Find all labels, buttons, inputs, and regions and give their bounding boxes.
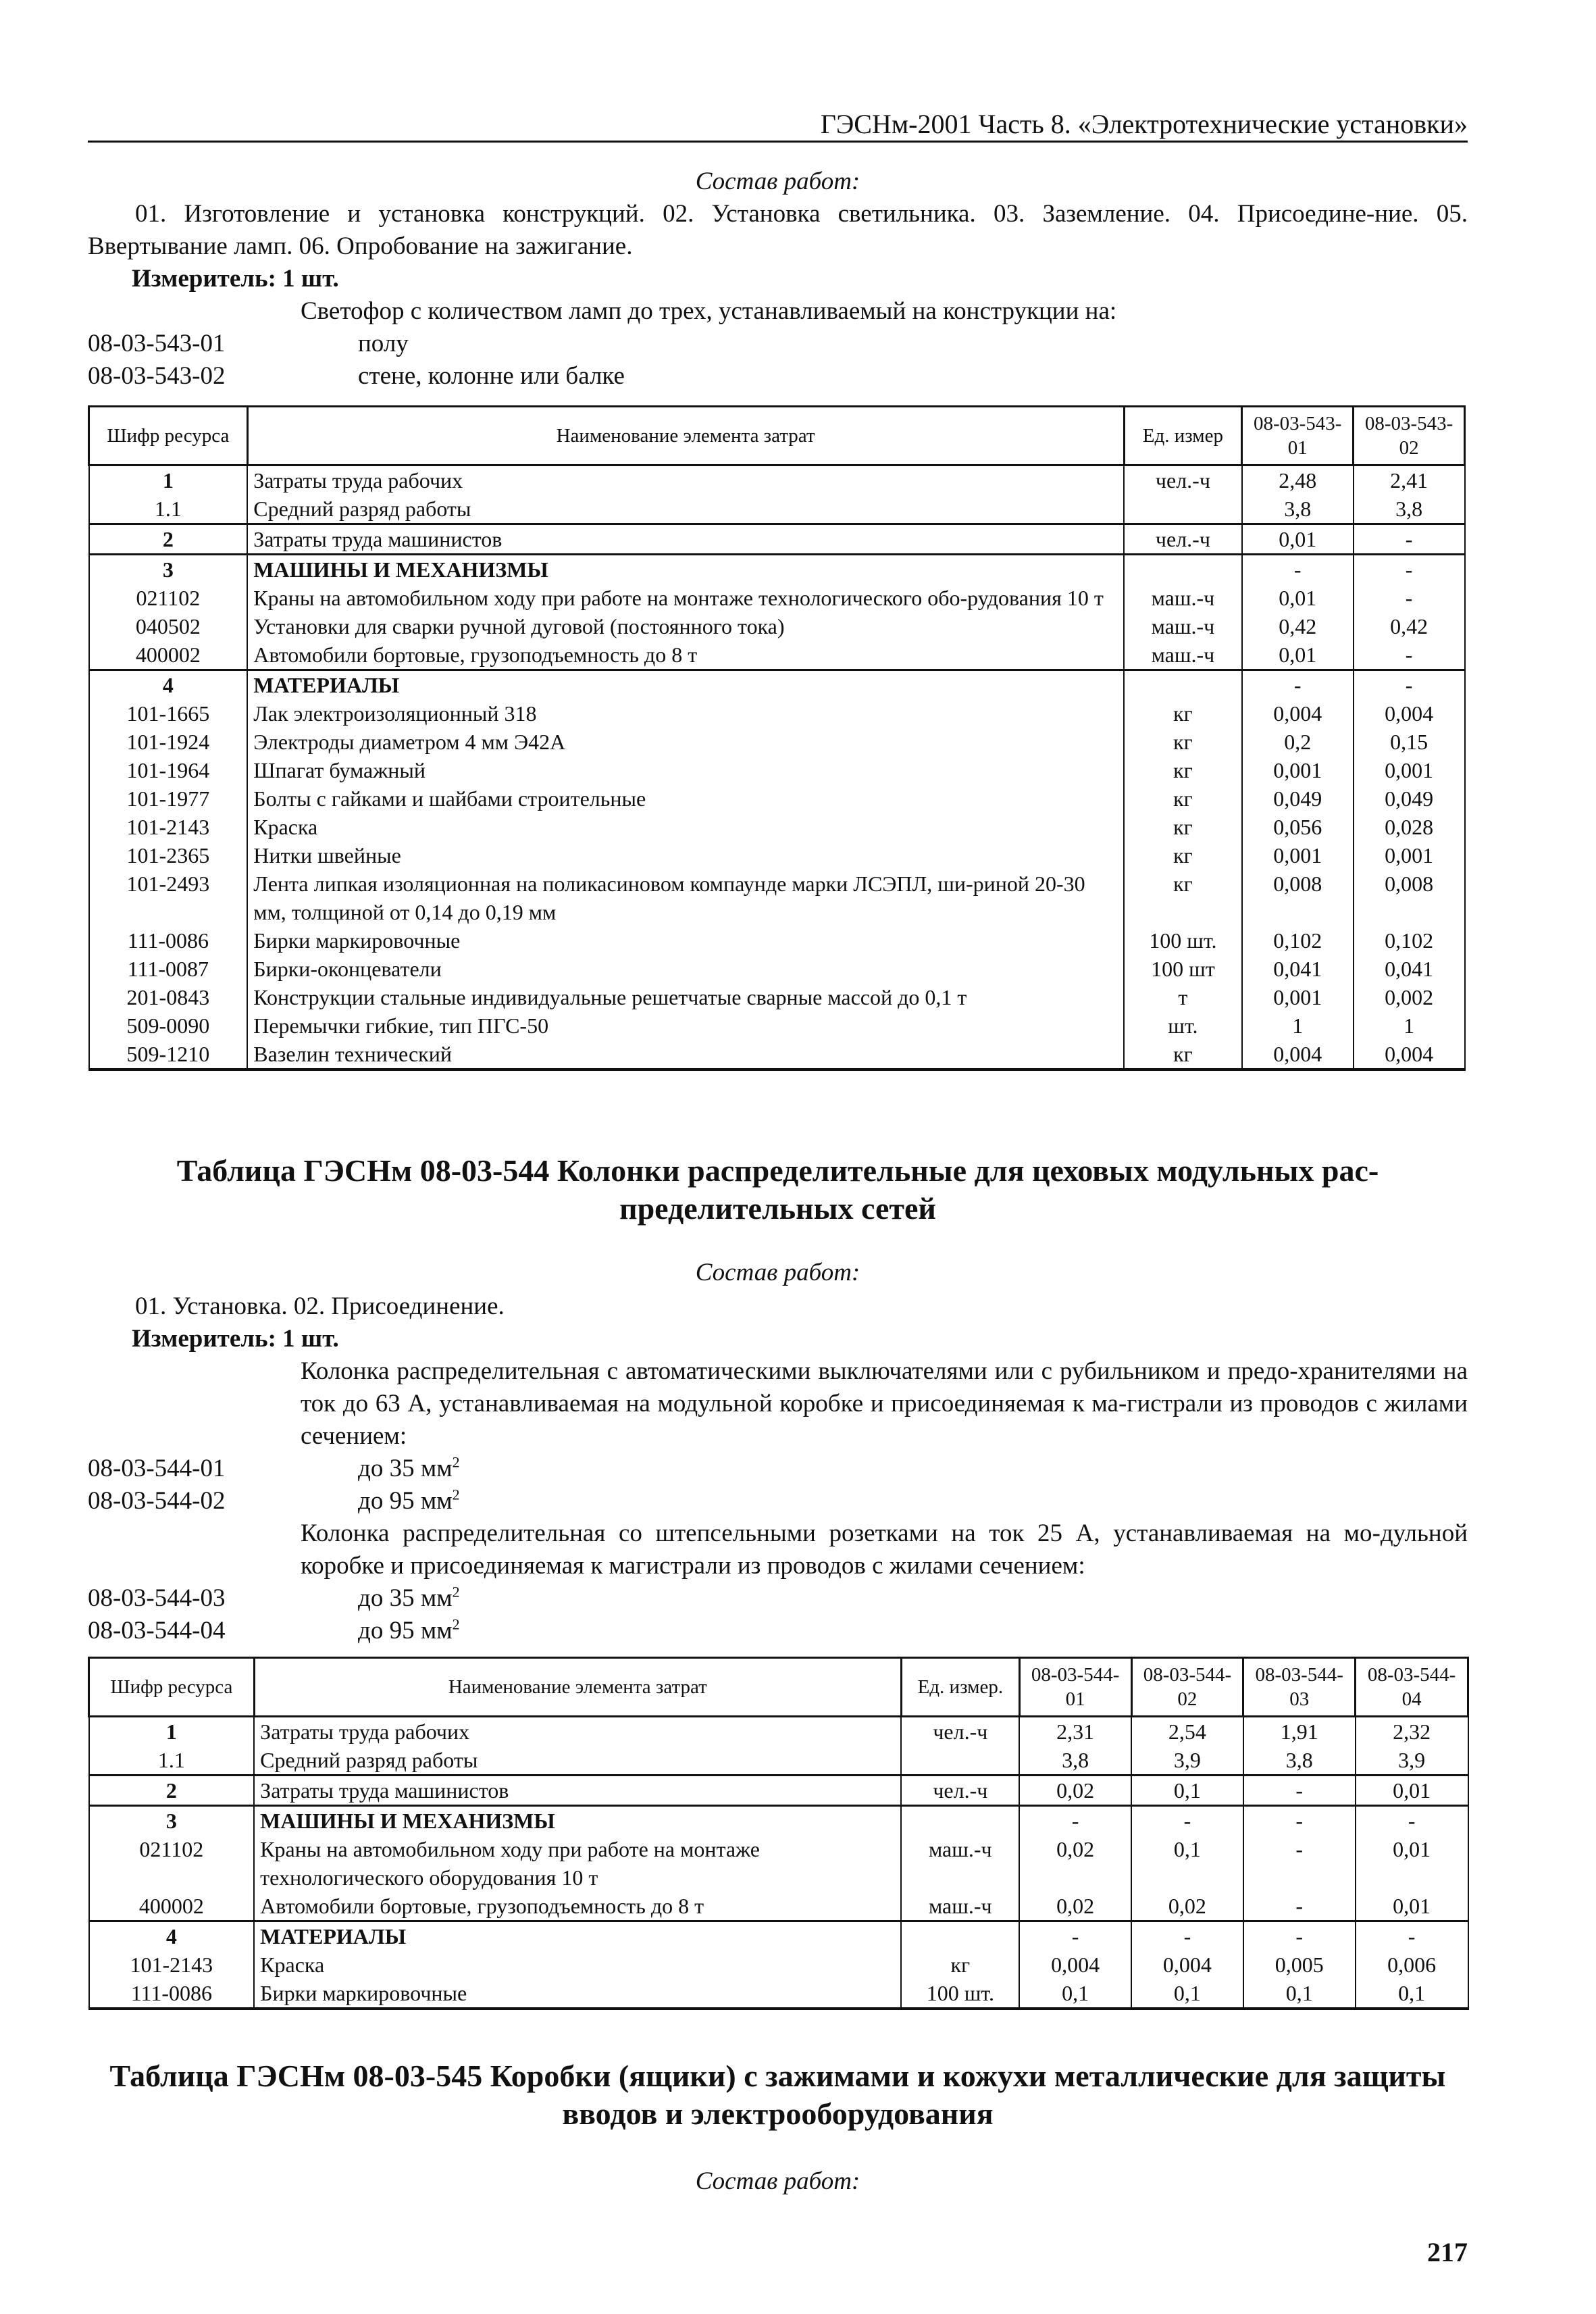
norm-value: 0,041 (1242, 955, 1354, 983)
resource-code: 101-1924 (89, 728, 248, 756)
table-row (89, 1717, 1468, 1746)
composition-heading: Состав работ: (695, 168, 860, 195)
unit: маш.-ч (1124, 584, 1242, 612)
norm-item (88, 360, 625, 393)
cost-element-name: Нитки швейные (247, 841, 1124, 870)
cost-element-name: Затраты труда рабочих (254, 1717, 901, 1746)
norm-value: 2,41 (1354, 466, 1465, 495)
norm-code: 08-03-544-02 (88, 1487, 226, 1515)
norm-value: 0,102 (1242, 926, 1354, 955)
table-row (89, 612, 1465, 640)
cost-element-name: Краны на автомобильном ходу при работе на монтаже технологического оборудования 10 т (254, 1835, 901, 1892)
cost-element-name: Бирки маркировочные (254, 1979, 901, 2009)
table-row (89, 870, 1465, 926)
norm-value: - (1131, 1806, 1243, 1836)
norm-value: 0,001 (1354, 841, 1465, 870)
norm-value: - (1131, 1921, 1243, 1951)
cost-element-name: Средний разряд работы (254, 1746, 901, 1776)
resource-code: 400002 (89, 640, 248, 670)
norm-value: 0,1 (1131, 1776, 1243, 1806)
column-header: 08-03-543-01 (1242, 407, 1354, 466)
meter-value: 1 шт. (282, 1325, 339, 1353)
cost-element-name: Краска (254, 1951, 901, 1979)
norm-value: 2,31 (1019, 1717, 1131, 1746)
norm-value: - (1243, 1776, 1356, 1806)
norm-value: - (1019, 1921, 1131, 1951)
resource-code: 101-1977 (89, 784, 248, 813)
resource-code: 3 (89, 555, 248, 584)
norm-text: до 95 мм (358, 1617, 453, 1644)
norm-value: 0,02 (1019, 1835, 1131, 1892)
table-row (89, 1746, 1468, 1776)
norm-value: 0,42 (1354, 612, 1465, 640)
norm-value: 0,01 (1242, 524, 1354, 555)
table-row (89, 1011, 1465, 1040)
table-row (89, 1776, 1468, 1806)
unit: кг (1124, 813, 1242, 841)
cost-element-name: МАТЕРИАЛЫ (254, 1921, 901, 1951)
resource-code: 111-0086 (89, 1979, 255, 2009)
unit: кг (1124, 1040, 1242, 1070)
norm-code: 08-03-543-01 (88, 330, 226, 357)
norm-value: 0,02 (1019, 1892, 1131, 1921)
composition-text: 01. Установка. 02. Присоединение. (135, 1292, 505, 1320)
norm-value: 0,028 (1354, 813, 1465, 841)
unit (1124, 555, 1242, 584)
unit: кг (1124, 728, 1242, 756)
cost-element-name: Лак электроизоляционный 318 (247, 699, 1124, 728)
superscript: 2 (452, 1453, 460, 1471)
norm-value: - (1242, 670, 1354, 700)
norm-value: 3,9 (1356, 1746, 1468, 1776)
resource-code: 101-1964 (89, 756, 248, 784)
cost-element-name: Автомобили бортовые, грузоподъемность до 8 т (254, 1892, 901, 1921)
norm-text: до 95 мм (358, 1487, 453, 1515)
norm-value: - (1354, 555, 1465, 584)
table-title-545: Таблица ГЭСНм 08-03-545 Коробки (ящики) с зажимами и кожухи металлические для защиты вводов и электрооборудования (109, 2059, 1446, 2131)
norm-value: 2,32 (1356, 1717, 1468, 1746)
table-row (89, 813, 1465, 841)
table-row (89, 466, 1465, 495)
resource-code: 2 (89, 1776, 255, 1806)
page-number: 217 (1427, 2237, 1468, 2267)
norm-value: 0,2 (1242, 728, 1354, 756)
norm-value: 0,1 (1019, 1979, 1131, 2009)
norm-value: - (1354, 670, 1465, 700)
unit (1124, 495, 1242, 524)
unit: маш.-ч (1124, 612, 1242, 640)
norm-value: 0,005 (1243, 1951, 1356, 1979)
resource-code: 101-2493 (89, 870, 248, 926)
norm-value: 0,02 (1131, 1892, 1243, 1921)
norm-item (88, 1453, 460, 1485)
norm-value: 0,01 (1356, 1776, 1468, 1806)
resource-code: 111-0087 (89, 955, 248, 983)
norm-code: 08-03-544-01 (88, 1455, 226, 1482)
norm-value: 0,1 (1356, 1979, 1468, 2009)
cost-element-name: Установки для сварки ручной дуговой (постоянного тока) (247, 612, 1124, 640)
norm-value: 0,004 (1354, 1040, 1465, 1070)
cost-element-name: Затраты труда машинистов (254, 1776, 901, 1806)
table-row (89, 699, 1465, 728)
norm-text: до 35 мм (358, 1455, 453, 1482)
unit: 100 шт. (901, 1979, 1019, 2009)
norm-value: 0,1 (1243, 1979, 1356, 2009)
norm-value: - (1242, 555, 1354, 584)
norm-value: - (1356, 1806, 1468, 1836)
superscript: 2 (452, 1486, 460, 1503)
cost-element-name: Перемычки гибкие, тип ПГС-50 (247, 1011, 1124, 1040)
unit: 100 шт (1124, 955, 1242, 983)
unit: маш.-ч (1124, 640, 1242, 670)
norm-value: 0,004 (1131, 1951, 1243, 1979)
cost-element-name: Вазелин технический (247, 1040, 1124, 1070)
cost-element-name: Затраты труда рабочих (247, 466, 1124, 495)
meter-label: Измеритель: (132, 265, 276, 293)
norm-item (88, 1582, 460, 1615)
table-row (89, 1921, 1468, 1951)
norm-value: 0,049 (1354, 784, 1465, 813)
norm-value: - (1356, 1921, 1468, 1951)
norm-item (88, 1485, 460, 1517)
norm-value: 3,8 (1354, 495, 1465, 524)
table-row (89, 1892, 1468, 1921)
unit: кг (1124, 841, 1242, 870)
cost-element-name: Бирки маркировочные (247, 926, 1124, 955)
resource-code: 101-2143 (89, 813, 248, 841)
norm-value: 0,041 (1354, 955, 1465, 983)
norm-text: полу (358, 330, 409, 357)
cost-element-name: Средний разряд работы (247, 495, 1124, 524)
unit: т (1124, 983, 1242, 1011)
cost-element-name: МАШИНЫ И МЕХАНИЗМЫ (254, 1806, 901, 1836)
unit: чел.-ч (901, 1776, 1019, 1806)
unit: чел.-ч (1124, 466, 1242, 495)
unit (1124, 670, 1242, 700)
resource-table-544 (88, 1657, 1469, 2010)
table-row (89, 670, 1465, 700)
norm-value: 0,02 (1019, 1776, 1131, 1806)
norm-intro: Колонка распределительная со штепсельными розетками на ток 25 А, устанавливаемая на мо-дульной коробке и присоединяемая к магистрали из проводов с жилами сечением: (301, 1519, 1468, 1580)
cost-element-name: Автомобили бортовые, грузоподъемность до 8 т (247, 640, 1124, 670)
table-row (89, 1979, 1468, 2009)
resource-code: 509-0090 (89, 1011, 248, 1040)
norm-value: 0,01 (1242, 640, 1354, 670)
norm-value: 0,15 (1354, 728, 1465, 756)
resource-code: 111-0086 (89, 926, 248, 955)
norm-value: - (1243, 1806, 1356, 1836)
norm-value: 0,004 (1019, 1951, 1131, 1979)
norm-value: 0,004 (1242, 1040, 1354, 1070)
meter-line (132, 1323, 339, 1355)
table-row (89, 756, 1465, 784)
table-row (89, 728, 1465, 756)
unit (901, 1806, 1019, 1836)
unit (901, 1746, 1019, 1776)
norm-value: 1 (1354, 1011, 1465, 1040)
unit: 100 шт. (1124, 926, 1242, 955)
resource-code: 3 (89, 1806, 255, 1836)
cost-element-name: Конструкции стальные индивидуальные решетчатые сварные массой до 0,1 т (247, 983, 1124, 1011)
resource-code: 040502 (89, 612, 248, 640)
norm-intro: Колонка распределительная с автоматическими выключателями или с рубильником и предо-хранителями на ток до 63 А, устанавливаемая на модульной коробке и присоединяемая к ма-гистрали из проводов с жилами сечением: (301, 1357, 1468, 1450)
table-row (89, 1040, 1465, 1070)
column-header: 08-03-544-04 (1356, 1658, 1468, 1717)
meter-value: 1 шт. (282, 265, 339, 293)
norm-value: 0,102 (1354, 926, 1465, 955)
norm-value: 1 (1242, 1011, 1354, 1040)
unit: шт. (1124, 1011, 1242, 1040)
column-header: Наименование элемента затрат (254, 1658, 901, 1717)
norm-value: 3,8 (1243, 1746, 1356, 1776)
norm-value: 0,056 (1242, 813, 1354, 841)
resource-code: 4 (89, 670, 248, 700)
unit: кг (1124, 699, 1242, 728)
column-header: Ед. измер. (901, 1658, 1019, 1717)
resource-code: 101-2365 (89, 841, 248, 870)
superscript: 2 (452, 1615, 460, 1633)
norm-value: 0,1 (1131, 1979, 1243, 2009)
norm-code-list (88, 1582, 460, 1647)
composition-text: 01. Изготовление и установка конструкций. 02. Установка светильника. 03. Заземление. 04. Присоедине-ние. 05. Ввертывание ламп. 06. Опробование на зажигание. (88, 200, 1468, 260)
norm-item (88, 1615, 460, 1647)
norm-value: 0,001 (1242, 841, 1354, 870)
norm-value: - (1243, 1921, 1356, 1951)
norm-value: 0,001 (1354, 756, 1465, 784)
norm-value: - (1354, 524, 1465, 555)
resource-code: 021102 (89, 584, 248, 612)
cost-element-name: Затраты труда машинистов (247, 524, 1124, 555)
norm-value: - (1243, 1835, 1356, 1892)
table-row (89, 926, 1465, 955)
norm-value: 0,42 (1242, 612, 1354, 640)
cost-element-name: Бирки-оконцеватели (247, 955, 1124, 983)
cost-element-name: Лента липкая изоляционная на поликасиновом компаунде марки ЛСЭПЛ, ши-риной 20-30 мм, толщиной от 0,14 до 0,19 мм (247, 870, 1124, 926)
norm-value: 3,8 (1019, 1746, 1131, 1776)
norm-code: 08-03-543-02 (88, 362, 226, 390)
column-header: Наименование элемента затрат (247, 407, 1124, 466)
resource-code: 1.1 (89, 495, 248, 524)
norm-value: - (1019, 1806, 1131, 1836)
cost-element-name: Шпагат бумажный (247, 756, 1124, 784)
norm-value: 2,48 (1242, 466, 1354, 495)
norm-value: 0,004 (1242, 699, 1354, 728)
resource-code: 1.1 (89, 1746, 255, 1776)
norm-value: 3,8 (1242, 495, 1354, 524)
resource-code: 1 (89, 1717, 255, 1746)
table-row (89, 784, 1465, 813)
unit: кг (1124, 756, 1242, 784)
resource-code: 101-2143 (89, 1951, 255, 1979)
table-row (89, 1806, 1468, 1836)
superscript: 2 (452, 1583, 460, 1601)
resource-table-543 (88, 405, 1466, 1071)
norm-value: 0,049 (1242, 784, 1354, 813)
column-header: 08-03-544-03 (1243, 1658, 1356, 1717)
norm-text: стене, колонне или балке (358, 362, 625, 390)
column-header: Шифр ресурса (89, 407, 248, 466)
norm-value: 0,006 (1356, 1951, 1468, 1979)
column-header: 08-03-543-02 (1354, 407, 1465, 466)
norm-value: 0,004 (1354, 699, 1465, 728)
norm-value: 2,54 (1131, 1717, 1243, 1746)
meter-line (132, 263, 339, 295)
composition-heading: Состав работ: (695, 1259, 860, 1286)
unit: кг (901, 1951, 1019, 1979)
unit: маш.-ч (901, 1892, 1019, 1921)
table-row (89, 584, 1465, 612)
norm-value: 0,008 (1242, 870, 1354, 926)
unit (901, 1921, 1019, 1951)
table-row (89, 1951, 1468, 1979)
norm-value: 0,001 (1242, 983, 1354, 1011)
table-row (89, 640, 1465, 670)
resource-code: 400002 (89, 1892, 255, 1921)
cost-element-name: МАШИНЫ И МЕХАНИЗМЫ (247, 555, 1124, 584)
column-header: 08-03-544-02 (1131, 1658, 1243, 1717)
norm-code: 08-03-544-03 (88, 1584, 226, 1612)
resource-code: 1 (89, 466, 248, 495)
norm-value: - (1354, 640, 1465, 670)
header-divider (88, 141, 1468, 143)
norm-code: 08-03-544-04 (88, 1617, 226, 1644)
table-row (89, 955, 1465, 983)
unit: чел.-ч (901, 1717, 1019, 1746)
norm-value: 0,01 (1356, 1835, 1468, 1892)
norm-value: 0,01 (1356, 1892, 1468, 1921)
resource-code: 021102 (89, 1835, 255, 1892)
norm-value: 1,91 (1243, 1717, 1356, 1746)
resource-code: 509-1210 (89, 1040, 248, 1070)
norm-value: - (1243, 1892, 1356, 1921)
resource-code: 4 (89, 1921, 255, 1951)
table-row (89, 495, 1465, 524)
norm-intro: Светофор с количеством ламп до трех, устанавливаемый на конструкции на: (301, 297, 1117, 325)
norm-value: 0,1 (1131, 1835, 1243, 1892)
norm-item (88, 328, 625, 360)
resource-code: 201-0843 (89, 983, 248, 1011)
meter-label: Измеритель: (132, 1325, 276, 1353)
cost-element-name: Электроды диаметром 4 мм Э42А (247, 728, 1124, 756)
norm-text: до 35 мм (358, 1584, 453, 1612)
unit: кг (1124, 784, 1242, 813)
unit: чел.-ч (1124, 524, 1242, 555)
cost-element-name: МАТЕРИАЛЫ (247, 670, 1124, 700)
norm-value: - (1354, 584, 1465, 612)
resource-code: 2 (89, 524, 248, 555)
table-row (89, 841, 1465, 870)
column-header: 08-03-544-01 (1019, 1658, 1131, 1717)
unit: кг (1124, 870, 1242, 926)
norm-value: 3,9 (1131, 1746, 1243, 1776)
norm-value: 0,008 (1354, 870, 1465, 926)
table-row (89, 555, 1465, 584)
table-row (89, 983, 1465, 1011)
table-title-544: Таблица ГЭСНм 08-03-544 Колонки распределительные для цеховых модульных рас-пределительных сетей (176, 1153, 1379, 1226)
table-row (89, 1835, 1468, 1892)
norm-value: 0,002 (1354, 983, 1465, 1011)
unit: маш.-ч (901, 1835, 1019, 1892)
norm-code-list (88, 328, 625, 393)
column-header: Ед. измер (1124, 407, 1242, 466)
cost-element-name: Болты с гайками и шайбами строительные (247, 784, 1124, 813)
running-header: ГЭСНм-2001 Часть 8. «Электротехнические установки» (820, 109, 1468, 139)
resource-code: 101-1665 (89, 699, 248, 728)
cost-element-name: Краны на автомобильном ходу при работе на монтаже технологического обо-рудования 10 т (247, 584, 1124, 612)
norm-value: 0,001 (1242, 756, 1354, 784)
norm-value: 0,01 (1242, 584, 1354, 612)
cost-element-name: Краска (247, 813, 1124, 841)
norm-code-list (88, 1453, 460, 1517)
table-row (89, 524, 1465, 555)
composition-heading: Состав работ: (695, 2167, 860, 2195)
column-header: Шифр ресурса (89, 1658, 255, 1717)
